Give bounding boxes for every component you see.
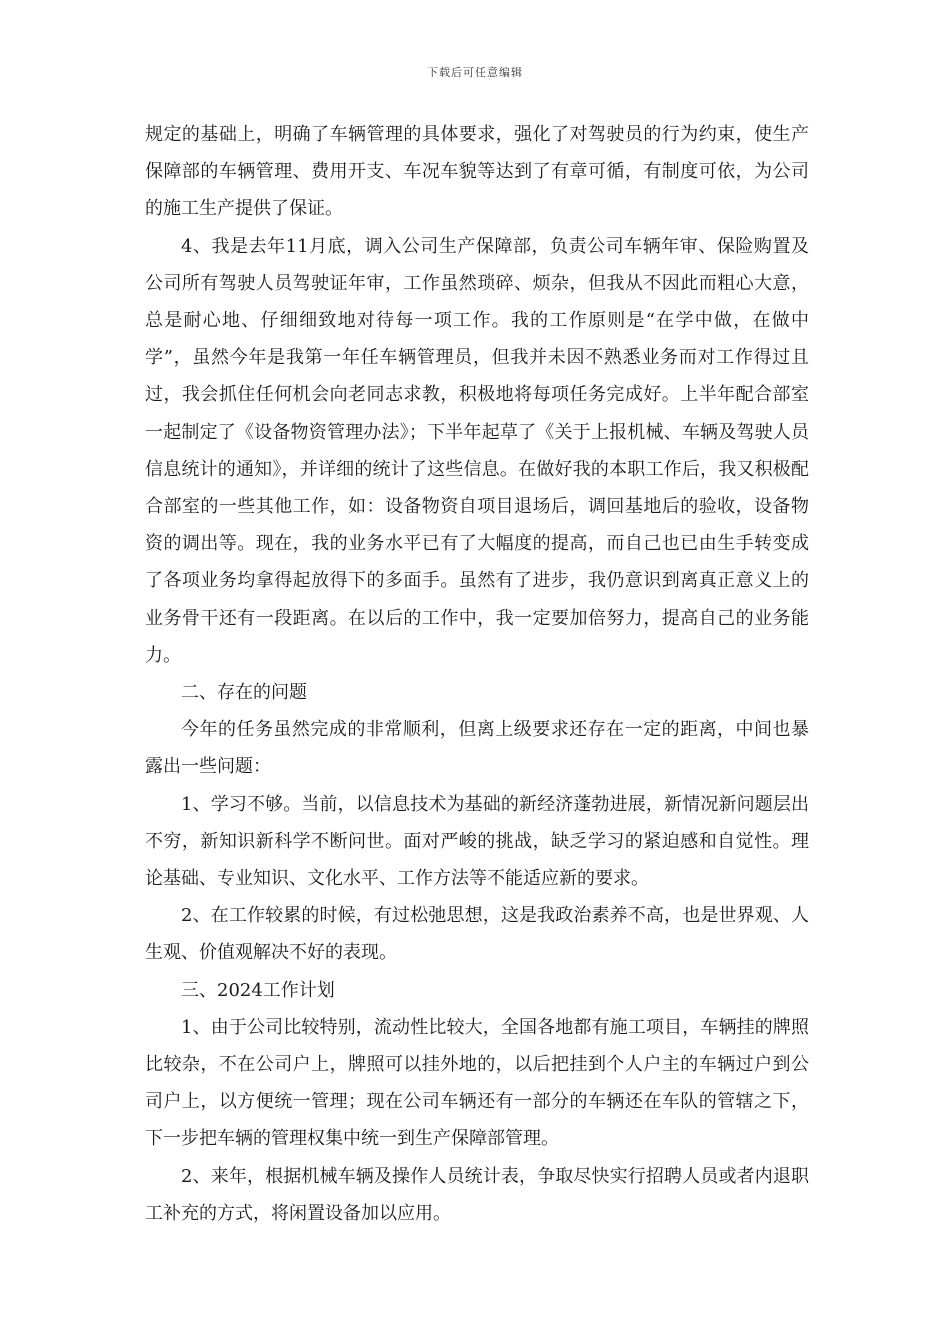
paragraph-problem-1: 1、学习不够。当前，以信息技术为基础的新经济蓬勃进展，新情况新问题层出不穷，新知识新科学不断问世。面对严峻的挑战，缺乏学习的紧迫感和自觉性。理论基础、专业知识、文化水平、工作方法等不能适应新的要求。 [145, 793, 809, 890]
page-header-watermark: 下载后可任意编辑 [427, 66, 523, 79]
paragraph-continued: 规定的基础上，明确了车辆管理的具体要求，强化了对驾驶员的行为约束，使生产保障部的车辆管理、费用开支、车况车貌等达到了有章可循，有制度可依，为公司的施工生产提供了保证。 [145, 124, 809, 220]
paragraph-problem-2: 2、在工作较累的时候，有过松弛思想，这是我政治素养不高，也是世界观、人生观、价值观解决不好的表现。 [145, 905, 809, 964]
paragraph-problems-intro: 今年的任务虽然完成的非常顺利，但离上级要求还存在一定的距离，中间也暴露出一些问题： [145, 719, 809, 778]
section-heading-plan: 三、2024工作计划 [181, 979, 335, 1001]
paragraph-plan-1: 1、由于公司比较特别，流动性比较大，全国各地都有施工项目，车辆挂的牌照比较杂，不在公司户上，牌照可以挂外地的，以后把挂到个人户主的车辆过户到公司户上，以方便统一管理；现在公司车辆还有一部分的车辆还在车队的管辖之下，下一步把车辆的管理权集中统一到生产保障部管理。 [145, 1016, 809, 1150]
section-heading-problems: 二、存在的问题 [181, 682, 307, 704]
paragraph-plan-2: 2、来年，根据机械车辆及操作人员统计表，争取尽快实行招聘人员或者内退职工补充的方式，将闲置设备加以应用。 [145, 1165, 809, 1224]
paragraph-item-4: 4、我是去年11月底，调入公司生产保障部，负责公司车辆年审、保险购置及公司所有驾驶人员驾驶证年审，工作虽然琐碎、烦杂，但我从不因此而粗心大意，总是耐心地、仔细细致地对待每一项工作。我的工作原则是“在学中做，在做中学”，虽然今年是我第一年任车辆管理员，但我并未因不熟悉业务而对工作得过且过，我会抓住任何机会向老同志求教，积极地将每项任务完成好。上半年配合部室一起制定了《设备物资管理办法》；下半年起草了《关于上报机械、车辆及驾驶人员信息统计的通知》，并详细的统计了这些信息。在做好我的本职工作后，我又积极配合部室的一些其他工作，如：设备物资自项目退场后，调回基地后的验收，设备物资的调出等。现在，我的业务水平已有了大幅度的提高，而自己也已由生手转变成了各项业务均拿得起放得下的多面手。虽然有了进步，我仍意识到离真正意义上的业务骨干还有一段距离。在以后的工作中，我一定要加倍努力，提高自己的业务能力。 [145, 235, 809, 666]
document-body [145, 116, 809, 1232]
